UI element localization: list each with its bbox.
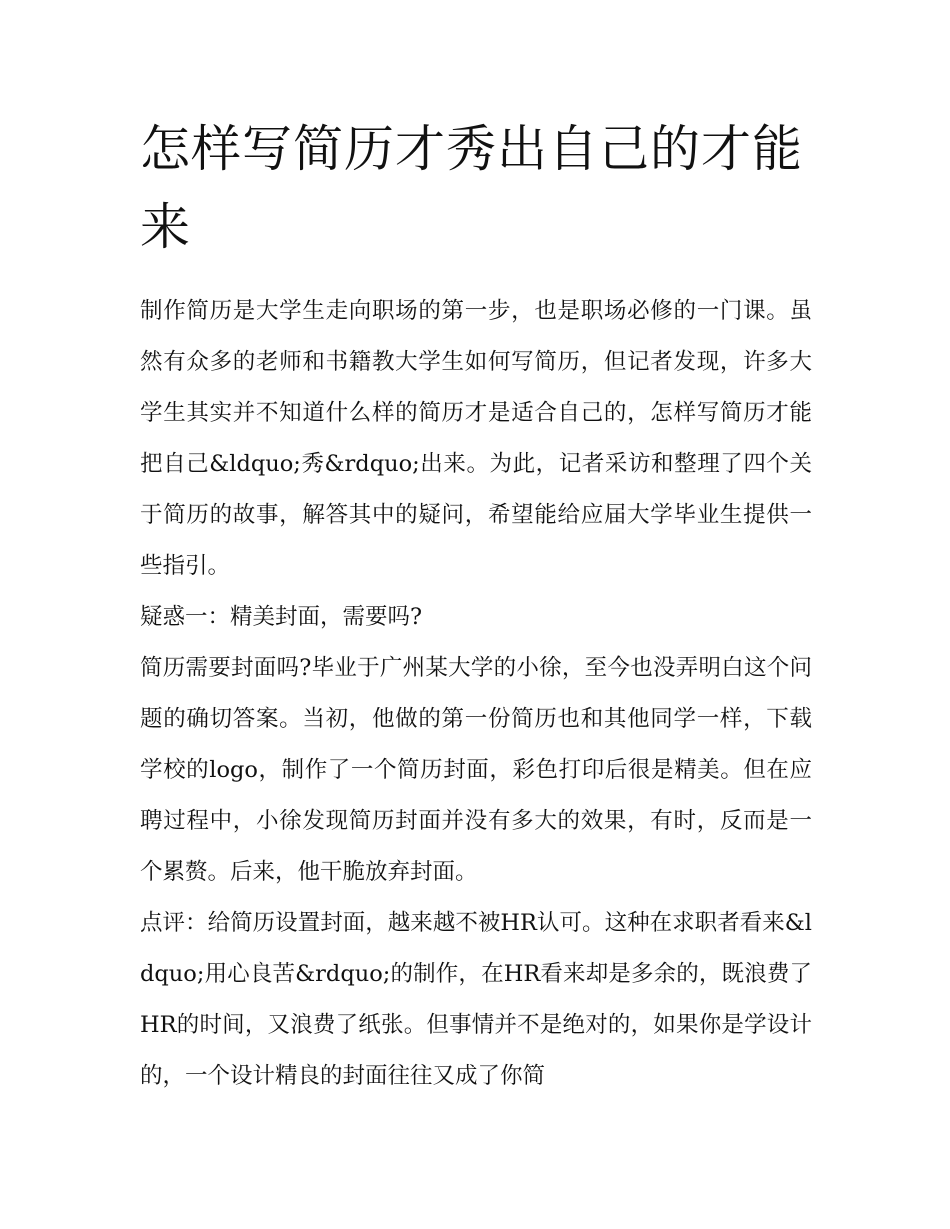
paragraph-story: 简历需要封面吗?毕业于广州某大学的小徐，至今也没弄明白这个问题的确切答案。当初，他做的第一份简历也和其他同学一样，下载学校的logo，制作了一个简历封面，彩色打印后很是精美。但在应聘过程中，小徐发现简历封面并没有多大的效果，有时，反而是一个累赘。后来，他干脆放弃封面。 bbox=[140, 655, 812, 885]
paragraph-intro: 制作简历是大学生走向职场的第一步，也是职场必修的一门课。虽然有众多的老师和书籍教大学生如何写简历，但记者发现，许多大学生其实并不知道什么样的简历才是适合自己的，怎样写简历才能把自己&ldquo;秀&rdquo;出来。为此，记者采访和整理了四个关于简历的故事，解答其中的疑问，希望能给应届大学毕业生提供一些指引。 bbox=[140, 298, 812, 579]
document-page bbox=[140, 110, 812, 1102]
section-heading-question-one: 疑惑一：精美封面，需要吗? bbox=[140, 604, 423, 630]
document-title: 怎样写简历才秀出自己的才能来 bbox=[140, 120, 803, 256]
paragraph-comment: 点评：给简历设置封面，越来越不被HR认可。这种在求职者看来&ldquo;用心良苦&rdquo;的制作，在HR看来却是多余的，既浪费了HR的时间，又浪费了纸张。但事情并不是绝对的，如果你是学设计的，一个设计精良的封面往往又成了你简 bbox=[140, 910, 812, 1089]
